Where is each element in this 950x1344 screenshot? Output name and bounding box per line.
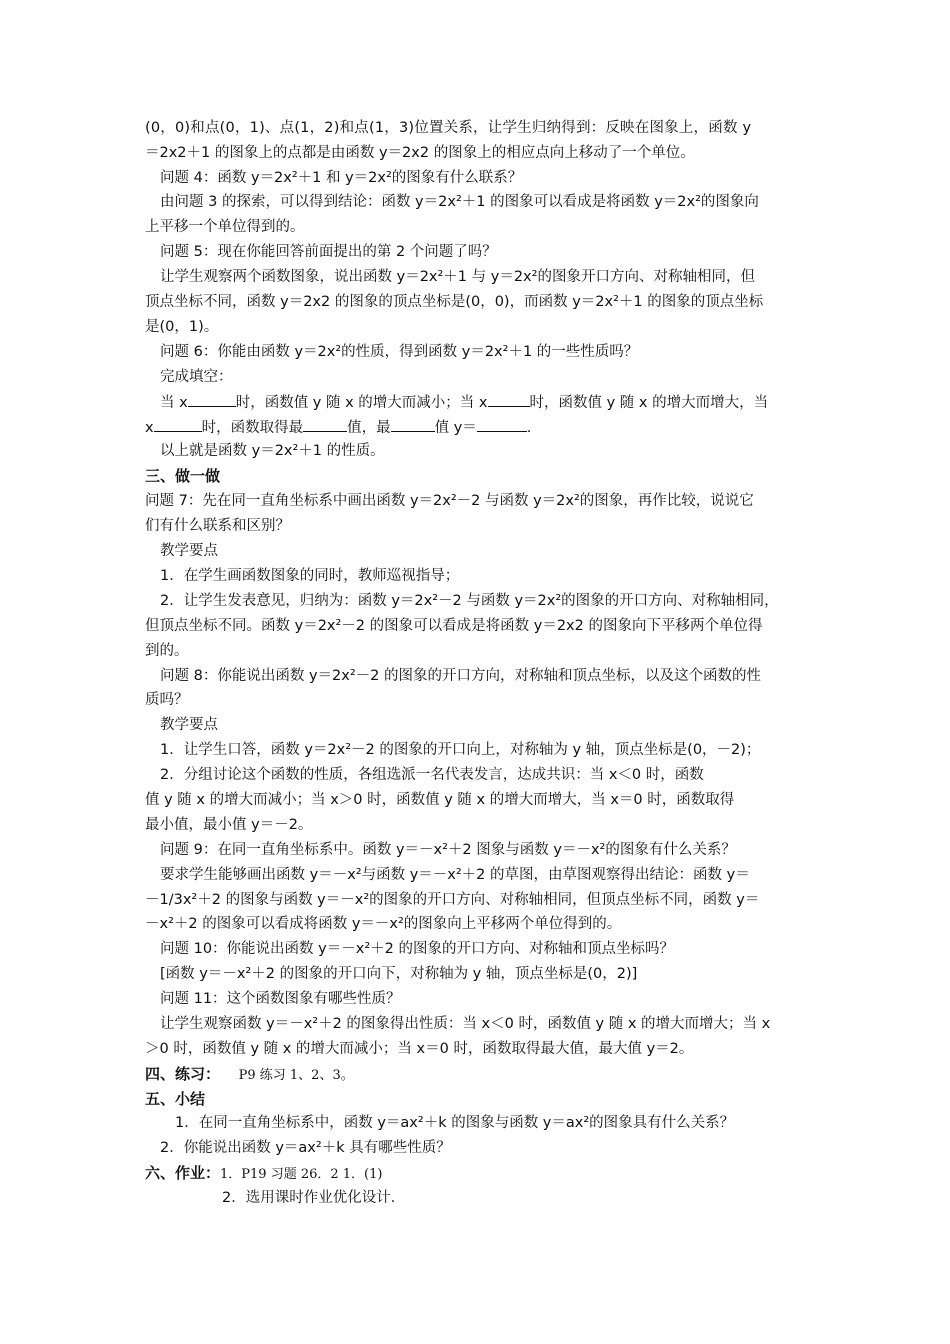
- text-line: 让学生观察函数 y＝－x²＋2 的图象得出性质：当 x＜0 时，函数值 y 随 x 的增大而增大；当 x: [160, 1016, 771, 1032]
- homework-line: [145, 1163, 382, 1185]
- fill-text: 值 y＝: [434, 420, 477, 436]
- question-6: 问题 6：你能由函数 y＝2x²的性质，得到函数 y＝2x²＋1 的一些性质吗？: [160, 344, 639, 360]
- question-5: 问题 5：现在你能回答前面提出的第 2 个问题了吗？: [160, 244, 497, 260]
- text-line: 质吗？: [145, 692, 189, 708]
- teaching-point-2: 2．让学生发表意见，归纳为：函数 y＝2x²－2 与函数 y＝2x²的图象的开口方向、对称轴相同，: [160, 593, 779, 609]
- teaching-point-2: 2．分组讨论这个函数的性质，各组选派一名代表发言，达成共识：当 x＜0 时，函数: [160, 767, 704, 783]
- question-11: 问题 11：这个函数图象有哪些性质？: [160, 991, 401, 1007]
- fill-blank-line-1: [160, 392, 768, 413]
- homework-item-1: 1．P19 习题 26．2 1．(1): [220, 1167, 383, 1182]
- text-line: 值 y 随 x 的增大而减小；当 x＞0 时，函数值 y 随 x 的增大而增大，当 x＝0 时，函数取得: [145, 792, 735, 808]
- question-4: 问题 4：函数 y＝2x²＋1 和 y＝2x²的图象有什么联系？: [160, 170, 523, 186]
- text-line: －1/3x²＋2 的图象与函数 y＝－x²的图象的开口方向、对称轴相同，但顶点坐标不同，函数 y＝: [145, 892, 760, 908]
- text-line: 上平移一个单位得到的。: [145, 219, 305, 235]
- answer-10: [函数 y＝－x²＋2 的图象的开口向下，对称轴为 y 轴，顶点坐标是(0，2)]: [160, 966, 638, 982]
- fill-text: x: [145, 420, 154, 436]
- question-10: 问题 10：你能说出函数 y＝－x²＋2 的图象的开口方向、对称轴和顶点坐标吗？: [160, 941, 674, 957]
- fill-text: .: [526, 420, 532, 436]
- section-heading-5: 五、小结: [145, 1090, 206, 1108]
- fill-text: 时，函数值 y 随 x 的增大而增大，当: [529, 395, 769, 411]
- homework-item-2: 2．选用课时作业优化设计．: [222, 1190, 406, 1206]
- text-line: 但顶点坐标不同。函数 y＝2x²－2 的图象可以看成是将函数 y＝2x2 的图象向下平移两个单位得: [145, 618, 763, 634]
- summary-item-2: 2．你能说出函数 y＝ax²＋k 具有哪些性质？: [160, 1140, 451, 1156]
- teaching-points-heading: 教学要点: [160, 543, 218, 559]
- answer-blank: [188, 392, 236, 407]
- answer-blank: [154, 417, 202, 432]
- text-line: 顶点坐标不同，函数 y＝2x2 的图象的顶点坐标是(0，0)，而函数 y＝2x²＋1 的图象的顶点坐标: [145, 294, 764, 310]
- teaching-point-1: 1．让学生口答，函数 y＝2x²－2 的图象的开口向上，对称轴为 y 轴，顶点坐标是(0，－2)；: [160, 742, 761, 758]
- fill-text: 值，最: [347, 420, 391, 436]
- text-line: 让学生观察两个函数图象，说出函数 y＝2x²＋1 与 y＝2x²的图象开口方向、对称轴相同，但: [160, 269, 755, 285]
- section-heading-3: 三、做一做: [145, 467, 221, 485]
- text-line: 是(0，1)。: [145, 319, 219, 335]
- fill-text: 时，函数取得最: [201, 420, 304, 436]
- text-line: 以上就是函数 y＝2x²＋1 的性质。: [160, 443, 385, 459]
- text-line: 要求学生能够画出函数 y＝－x²与函数 y＝－x²＋2 的草图，由草图观察得出结论：函数 y＝: [160, 867, 750, 883]
- text-line: 由问题 3 的探索，可以得到结论：函数 y＝2x²＋1 的图象可以看成是将函数 y＝2x²的图象向: [160, 194, 759, 210]
- section-heading-6: 六、作业：: [145, 1164, 221, 1182]
- answer-blank: [477, 417, 527, 432]
- summary-item-1: 1．在同一直角坐标系中，函数 y＝ax²＋k 的图象与函数 y＝ax²的图象具有什么关系？: [175, 1115, 735, 1131]
- question-8: 问题 8：你能说出函数 y＝2x²－2 的图象的开口方向，对称轴和顶点坐标，以及这个函数的性: [160, 668, 761, 684]
- teaching-point-1: 1．在学生画函数图象的同时，教师巡视指导；: [160, 568, 460, 584]
- text-line: ＞0 时，函数值 y 随 x 的增大而减小；当 x＝0 时，函数取得最大值，最大值 y＝2。: [145, 1041, 694, 1057]
- practice-text: P9 练习 1、2、3。: [238, 1068, 354, 1083]
- answer-blank: [391, 417, 435, 432]
- fill-text: 时，函数值 y 随 x 的增大而减小；当 x: [235, 395, 488, 411]
- text-line: 最小值，最小值 y＝－2。: [145, 817, 313, 833]
- answer-blank: [488, 392, 530, 407]
- question-7: 问题 7：先在同一直角坐标系中画出函数 y＝2x²－2 与函数 y＝2x²的图象，再作比较，说说它: [145, 493, 754, 509]
- text-line: (0，0)和点(0，1)、点(1，2)和点(1，3)位置关系，让学生归纳得到：反映在图象上，函数 y: [145, 120, 752, 136]
- answer-blank: [303, 417, 347, 432]
- text-line: 们有什么联系和区别？: [145, 518, 290, 534]
- text-line: ＝2x2＋1 的图象上的点都是由函数 y＝2x2 的图象上的相应点向上移动了一个单位。: [145, 145, 695, 161]
- teaching-points-heading: 教学要点: [160, 717, 218, 733]
- practice-line: [145, 1064, 354, 1086]
- question-9: 问题 9：在同一直角坐标系中。函数 y＝－x²＋2 图象与函数 y＝－x²的图象有什么关系？: [160, 842, 736, 858]
- text-line: 到的。: [145, 643, 189, 659]
- fill-blank-line-2: [145, 417, 531, 438]
- text-line: －x²＋2 的图象可以看成将函数 y＝－x²的图象向上平移两个单位得到的。: [145, 916, 622, 932]
- fill-blank-heading: 完成填空：: [160, 369, 233, 385]
- fill-text: 当 x: [160, 395, 188, 411]
- section-heading-4: 四、练习：: [145, 1065, 221, 1083]
